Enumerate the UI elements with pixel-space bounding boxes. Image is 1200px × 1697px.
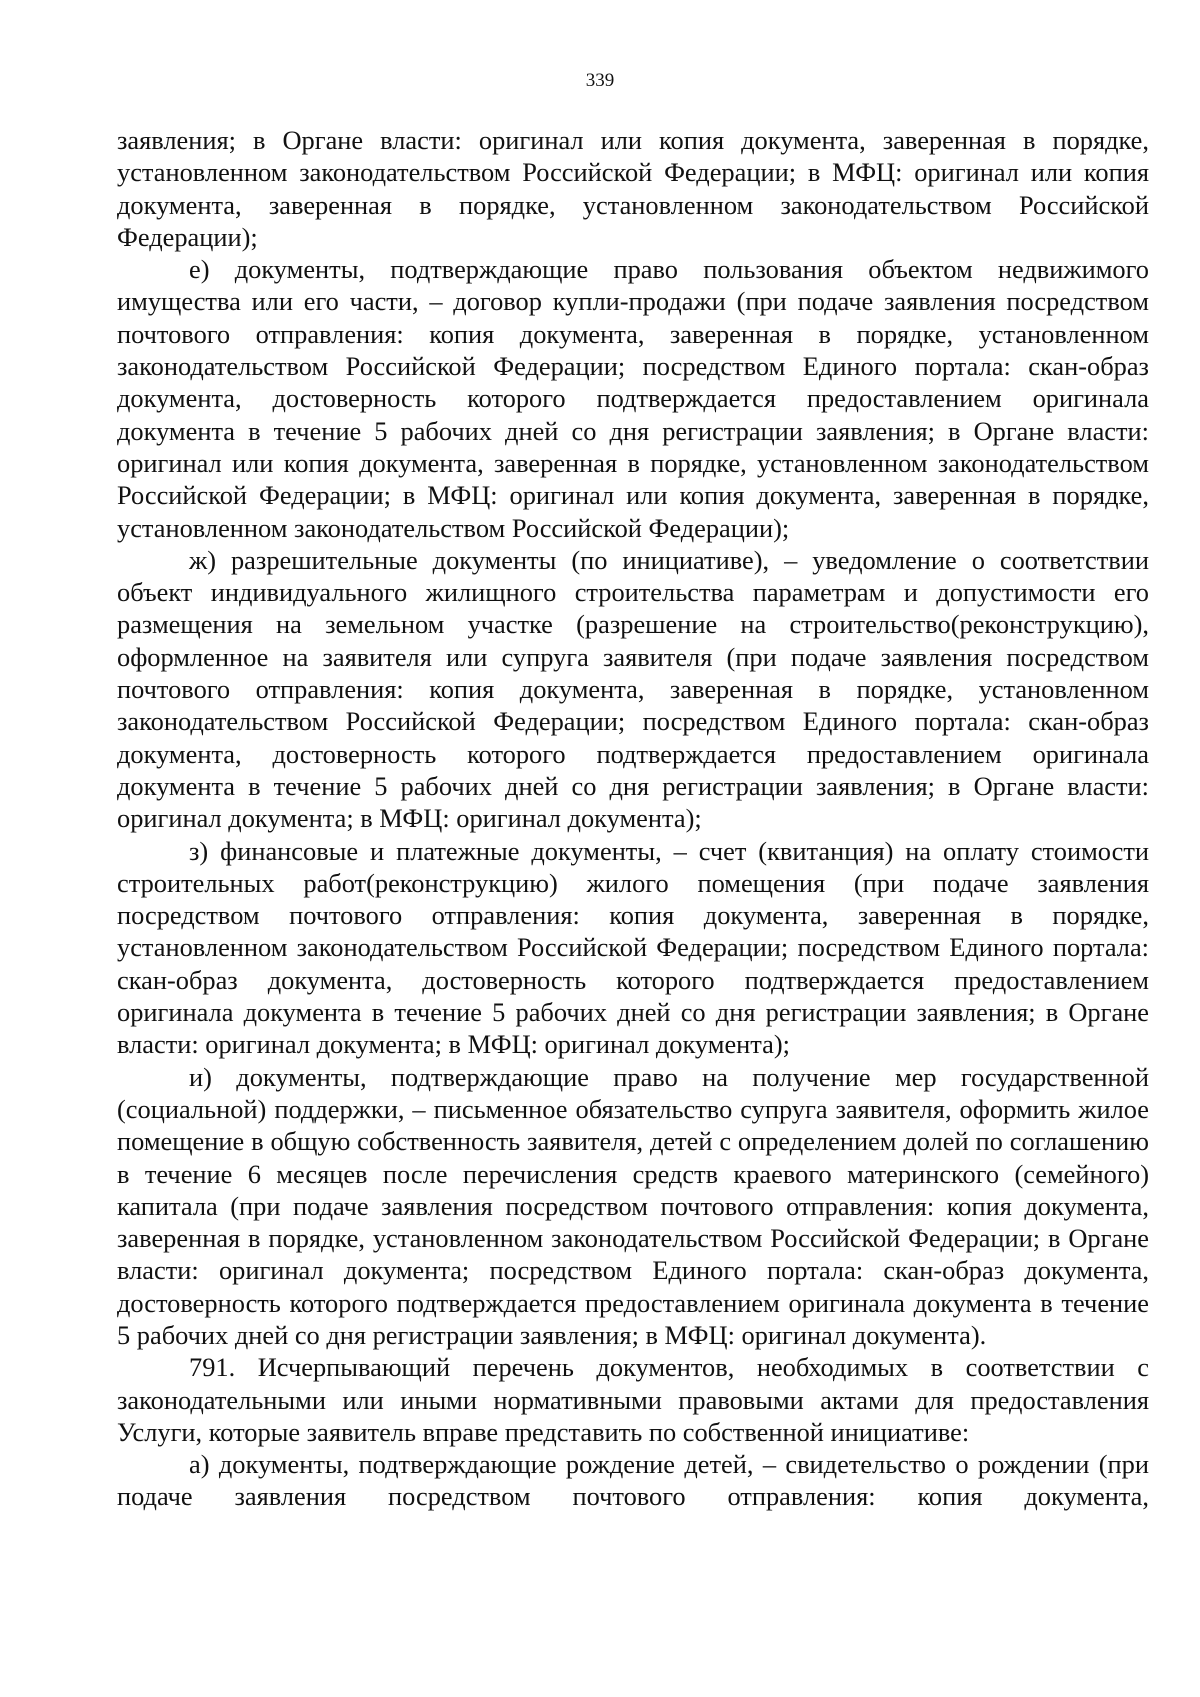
document-body xyxy=(117,124,1149,1513)
paragraph-791: 791. Исчерпывающий перечень документов, необходимых в соответствии с законодательными или иными нормативными правовыми актами для предоставления Услуги, которые заявитель вправе представить по собственной инициативе: xyxy=(117,1352,1149,1447)
paragraph-item-a: а) документы, подтверждающие рождение детей, – свидетельство о рождении (при подаче заявления посредством почтового отправления: копия документа, xyxy=(117,1449,1149,1512)
paragraph-item-z: з) финансовые и платежные документы, – счет (квитанция) на оплату стоимости строительных работ(реконструкцию) жилого помещения (при подаче заявления посредством почтового отправления: копия документа, заверенная в порядке, установленном законодательством Российской Федерации; посредством Единого портала: скан-образ документа, достоверность которого подтверждается предоставлением оригинала документа в течение 5 рабочих дней со дня регистрации заявления; в Органе власти: оригинал документа; в МФЦ: оригинал документа); xyxy=(117,835,1149,1060)
page-number: 339 xyxy=(585,70,615,91)
paragraph-item-i: и) документы, подтверждающие право на получение мер государственной (социальной) поддержки, – письменное обязательство супруга заявителя, оформить жилое помещение в общую собственность заявителя, детей с определением долей по соглашению в течение 6 месяцев после перечисления средств краевого материнского (семейного) капитала (при подаче заявления посредством почтового отправления: копия документа, заверенная в порядке, установленном законодательством Российской Федерации; в Органе власти: оригинал документа; посредством Единого портала: скан-образ документа, достоверность которого подтверждается предоставлением оригинала документа в течение 5 рабочих дней со дня регистрации заявления; в МФЦ: оригинал документа). xyxy=(117,1061,1149,1350)
paragraph-item-e: е) документы, подтверждающие право пользования объектом недвижимого имущества или его части, – договор купли-продажи (при подаче заявления посредством почтового отправления: копия документа, заверенная в порядке, установленном законодательством Российской Федерации; посредством Единого портала: скан-образ документа, достоверность которого подтверждается предоставлением оригинала документа в течение 5 рабочих дней со дня регистрации заявления; в Органе власти: оригинал или копия документа, заверенная в порядке, установленном законодательством Российской Федерации; в МФЦ: оригинал или копия документа, заверенная в порядке, установленном законодательством Российской Федерации); xyxy=(117,254,1149,543)
paragraph-continuation: заявления; в Органе власти: оригинал или копия документа, заверенная в порядке, установленном законодательством Российской Федерации; в МФЦ: оригинал или копия документа, заверенная в порядке, установленном законодательством Российской Федерации); xyxy=(117,125,1149,252)
paragraph-item-zh: ж) разрешительные документы (по инициативе), – уведомление о соответствии объект индивидуального жилищного строительства параметрам и допустимости его размещения на земельном участке (разрешение на строительство(реконструкцию), оформленное на заявителя или супруга заявителя (при подаче заявления посредством почтового отправления: копия документа, заверенная в порядке, установленном законодательством Российской Федерации; посредством Единого портала: скан-образ документа, достоверность которого подтверждается предоставлением оригинала документа в течение 5 рабочих дней со дня регистрации заявления; в Органе власти: оригинал документа; в МФЦ: оригинал документа); xyxy=(117,544,1149,834)
